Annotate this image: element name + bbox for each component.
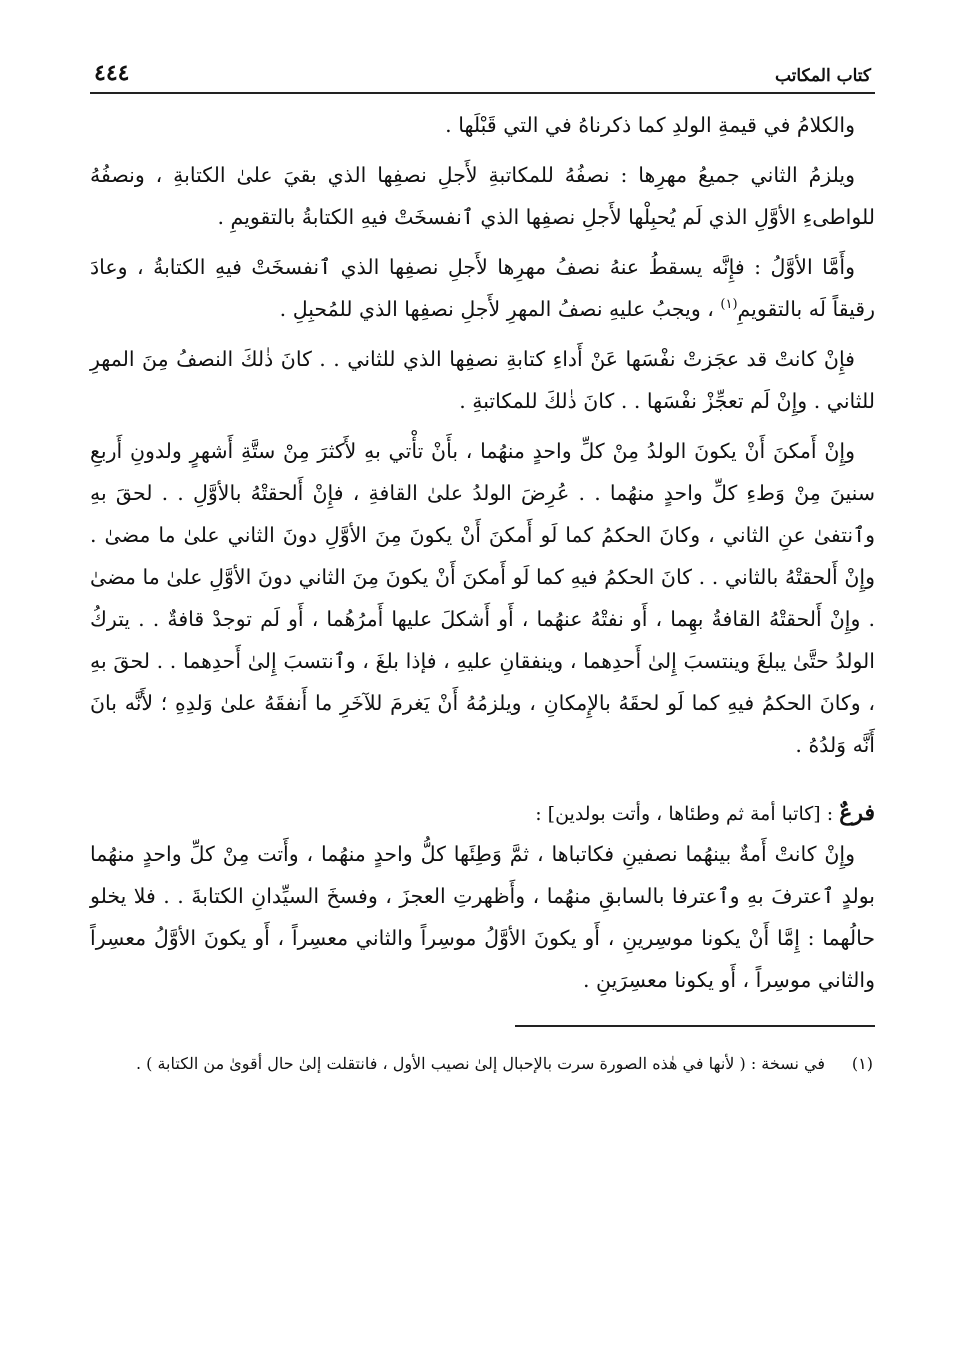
section-title: : [كاتبا أمة ثم وطئاها ، وأتت بولدين] :: [535, 803, 840, 825]
paragraph: فإِنْ كانتْ قد عجَزتْ نفْسَها عَنْ أَداءِ كتابةِ نصفِها الذي للثاني . . كانَ ذٰلكَ النصفُ مِنَ المهرِ للثاني . وإِنْ لَم تعجِّزْ نفْسَها . . كانَ ذٰلكَ للمكاتبةِ .: [90, 347, 875, 413]
paragraph-text: وأَمَّا الأوَّلُ : فإِنَّه يسقطُ عنهُ نصفُ مهرِها لأَجلِ نصفِها الذي ٱنفسخَتْ فيهِ الكتابةُ ، وعادَ رقيقاً لَه بالتقويمِ: [90, 255, 875, 321]
paragraph: والكلامُ في قيمةِ الولدِ كما ذكرناهُ في التي قَبْلَها .: [445, 113, 855, 137]
paragraph-text: ، ويجبُ عليهِ نصفُ المهرِ لأَجلِ نصفِها الذي للمُحبِلِ .: [279, 297, 721, 321]
paragraph: وإِنْ أَمكنَ أَنْ يكونَ الولدُ مِنْ كلِّ واحدٍ منهُما ، بأَنْ تأْتي بهِ لأَكثرَ مِنْ ستَّةِ أَشهرٍ ولدونِ أَربعِ سنينَ مِنْ وَطءِ كلِّ واحدٍ منهُما . . عُرِضَ الولدُ علىٰ القافةِ ، فإِنْ أَلحقتْهُ بالأوَّلِ . . لحقَ بهِ وٱنتفىٰ عنِ الثاني ، وكانَ الحكمُ كما لَو أَمكنَ أَنْ يكونَ مِنَ الأوَّلِ دونَ الثاني علىٰ ما مضىٰ . وإِنْ أَلحقتْهُ بالثاني . . كانَ الحكمُ فيهِ كما لَو أَمكنَ أَنْ يكونَ مِنَ الثاني دونَ الأوَّلِ علىٰ ما مضىٰ . وإِنْ أَلحقتْهُ القافةُ بهِما ، أَو نفتْهُ عنهُما ، أَو أَشكلَ عليها أَمرُهُما ، أَو لَم توجدْ قافةٌ . . يتركُ الولدُ حتَّىٰ يبلغَ وينتسبَ إِلىٰ أَحدِهما ، وينفقانِ عليهِ ، فإذا بلغَ ، وٱنتسبَ إِلىٰ أَحدِهما . . لحقَ بهِ ، وكانَ الحكمُ فيهِ كما لَو لحقَهُ بالإِمكانِ ، ويلزمُهُ أَنْ يَغرمَ للآخَرِ ما أَنفقَهُ علىٰ وَلدِهِ ؛ لأَنَّه بانَ أَنَّه وَلدُهُ .: [90, 439, 875, 757]
document-page: [90, 60, 875, 1080]
body-text: [90, 104, 875, 1001]
footnote: [90, 1047, 875, 1080]
section-heading: [90, 794, 875, 833]
page-header: [90, 60, 875, 94]
paragraph: ويلزمُ الثاني جميعُ مهرِها : نصفُهُ للمكاتبةِ لأَجلِ نصفِها الذي بقيَ علىٰ الكتابةِ ، ونصفُهُ للواطىءِ الأوَّلِ الذي لَم يُحبِلْها لأَجلِ نصفِها الذي ٱنفسخَتْ فيهِ الكتابةُ بالتقويمِ .: [90, 163, 875, 229]
section-label: فرعٌ: [839, 800, 875, 826]
footnote-number: (١): [851, 1054, 873, 1073]
paragraph: [90, 246, 875, 330]
page-number: ٤٤٤: [94, 60, 130, 86]
footnote-text: في نسخة : ( لأنها في هٰذه الصورة سرت بالإحبال إلىٰ نصيب الأول ، فانتقلت إلىٰ حال أقوىٰ من الكتابة ) .: [135, 1054, 825, 1073]
book-title: كتاب المكاتب: [774, 66, 871, 86]
footnote-divider: [515, 1025, 875, 1027]
footnote-reference[interactable]: (١): [720, 297, 738, 313]
paragraph: وإِنْ كانتْ أَمةٌ بينهُما نصفينِ فكاتباها ، ثمَّ وَطِئَها كلُّ واحدٍ منهُما ، وأَتت مِنْ كلِّ واحدٍ منهُما بولدٍ ٱعترفَ بهِ وٱعترفا بالسابقِ منهُما ، وأَظهرتِ العجزَ ، وفسخَ السيِّدانِ الكتابةَ . . فلا يخلو حالُهما : إِمَّا أَنْ يكونا موسِرينِ ، أَو يكونَ الأوَّلُ موسِراً والثاني معسِراً ، أَو يكونَ الأوَّلُ معسِراً والثاني موسِراً ، أَو يكونا معسِرَينِ .: [90, 842, 875, 992]
